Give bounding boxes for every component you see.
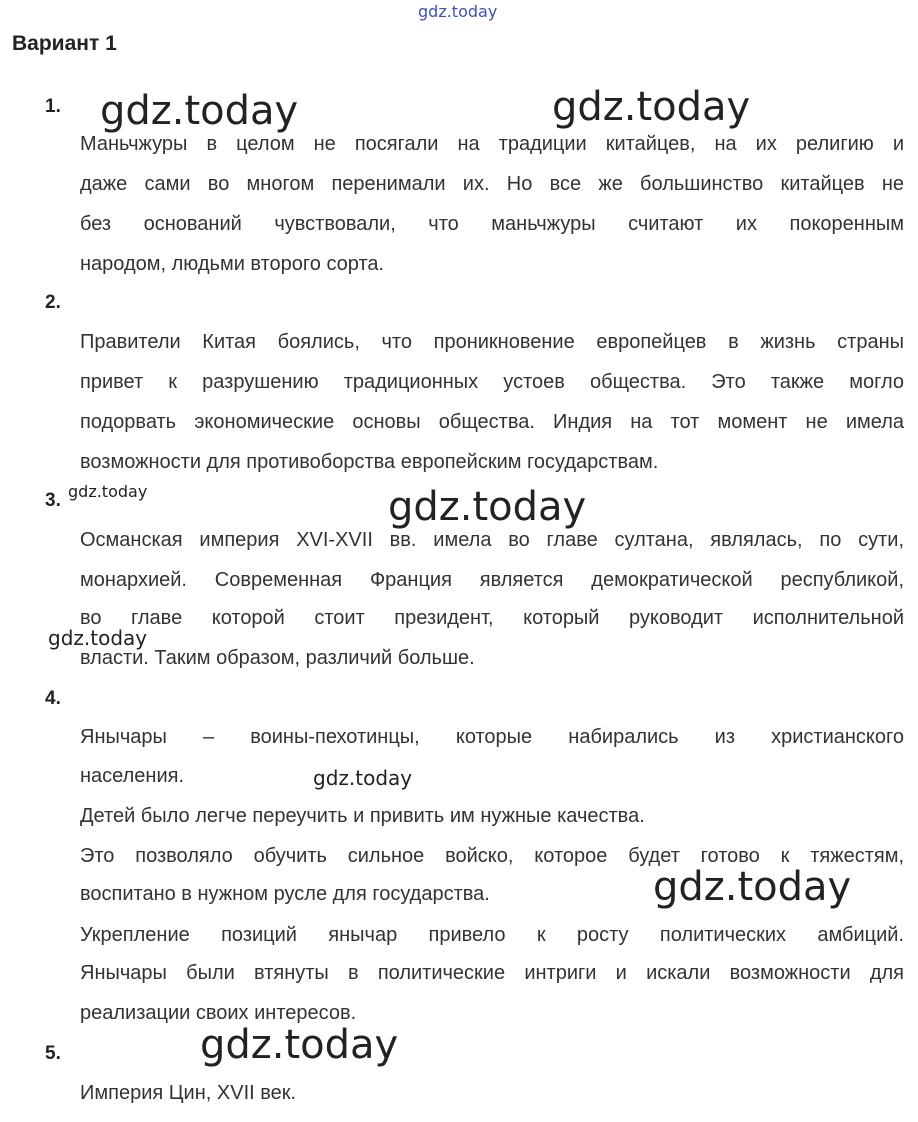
answer-number-4: 4.: [45, 688, 61, 709]
watermark-4: gdz.today: [388, 484, 587, 530]
watermark-7: gdz.today: [653, 864, 852, 910]
watermark-2: gdz.today: [552, 84, 751, 130]
watermark-6: gdz.today: [313, 766, 413, 790]
answer-2-line-3: подорвать экономические основы общества. Индия на тот момент не имела: [80, 411, 904, 433]
watermark-3: gdz.today: [68, 482, 148, 501]
answer-2-line-2: привет к разрушению традиционных устоев общества. Это также могло: [80, 371, 904, 393]
watermark-top: gdz.today: [418, 2, 498, 21]
answer-4-line-4: Это позволяло обучить сильное войско, которое будет готово к тяжестям,: [80, 845, 904, 867]
answer-4-line-5: воспитано в нужном русле для государства.: [80, 883, 490, 905]
answer-number-2: 2.: [45, 292, 61, 313]
watermark-8: gdz.today: [200, 1022, 399, 1068]
answer-2-line-4: возможности для противоборства европейским государствам.: [80, 451, 659, 473]
answer-3-line-3: во главе которой стоит президент, который руководит исполнительной: [80, 607, 904, 629]
answer-1-line-1: Маньчжуры в целом не посягали на традиции китайцев, на их религию и: [80, 133, 904, 155]
watermark-5: gdz.today: [48, 626, 148, 650]
answer-3-line-4: власти. Таким образом, различий больше.: [80, 647, 475, 669]
answer-4-line-7: Янычары были втянуты в политические интриги и искали возможности для: [80, 962, 904, 984]
answer-2-line-1: Правители Китая боялись, что проникновение европейцев в жизнь страны: [80, 331, 904, 353]
answer-number-3: 3.: [45, 490, 61, 511]
answer-4-line-3: Детей было легче переучить и привить им нужные качества.: [80, 805, 645, 827]
answer-4-line-6: Укрепление позиций янычар привело к росту политических амбиций.: [80, 924, 904, 946]
answer-1-line-3: без оснований чувствовали, что маньчжуры считают их покоренным: [80, 213, 904, 235]
answer-5-line-1: Империя Цин, XVII век.: [80, 1082, 297, 1104]
page-title: Вариант 1: [12, 32, 117, 55]
answer-4-line-2: населения.: [80, 765, 185, 787]
answer-3-line-2: монархией. Современная Франция является демократической республикой,: [80, 569, 904, 591]
answer-4-line-1: Янычары – воины-пехотинцы, которые набирались из христианского: [80, 726, 904, 748]
answer-number-5: 5.: [45, 1043, 61, 1064]
watermark-1: gdz.today: [100, 88, 299, 134]
answer-3-line-1: Османская империя XVI-XVII вв. имела во главе султана, являлась, по сути,: [80, 529, 904, 551]
answer-1-line-2: даже сами во многом перенимали их. Но все же большинство китайцев не: [80, 173, 904, 195]
answer-number-1: 1.: [45, 96, 61, 117]
answer-4-line-8: реализации своих интересов.: [80, 1002, 357, 1024]
answer-1-line-4: народом, людьми второго сорта.: [80, 253, 385, 275]
